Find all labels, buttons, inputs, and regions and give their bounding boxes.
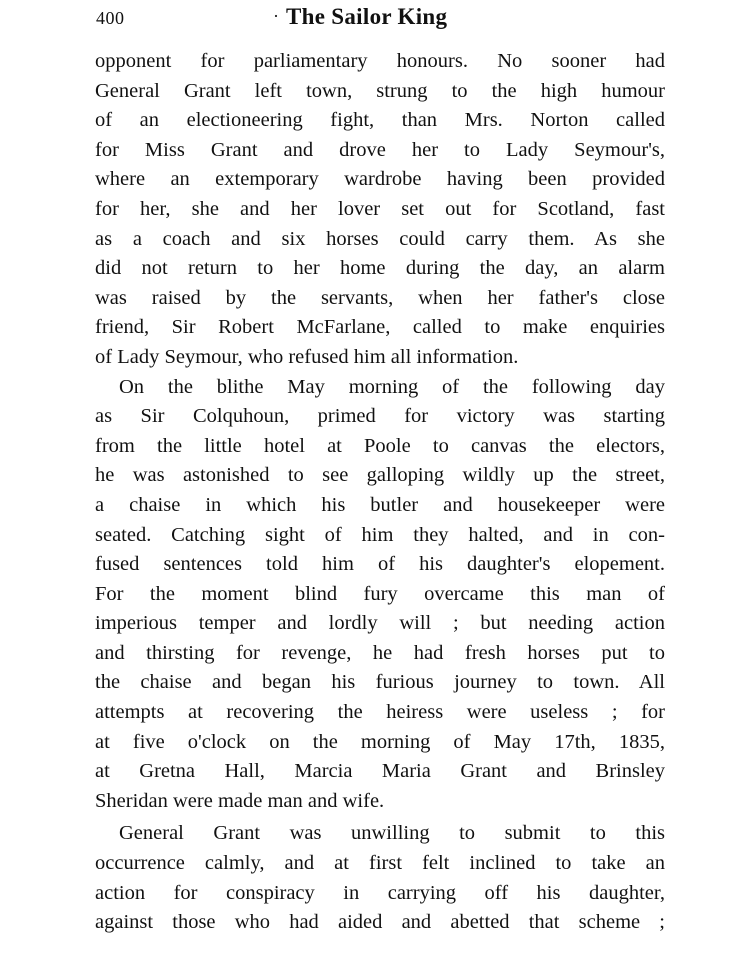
text-line: at five o'clock on the morning of May 17th, 1835, <box>95 730 665 753</box>
text-line: against those who had aided and abetted that scheme ; <box>95 911 665 934</box>
paragraph-1 <box>95 47 665 373</box>
text-line: Sheridan were made man and wife. <box>95 789 385 812</box>
text-line: for Miss Grant and drove her to Lady Seymour's, <box>95 138 665 161</box>
paragraph-2 <box>95 373 665 817</box>
text-line: General Grant left town, strung to the high humour <box>95 79 665 102</box>
text-line: as Sir Colquhoun, primed for victory was starting <box>95 405 665 428</box>
text-line: opponent for parliamentary honours. No sooner had <box>95 50 665 72</box>
text-line: of Lady Seymour, who refused him all information. <box>95 345 519 368</box>
body-text <box>95 47 665 938</box>
text-line: as a coach and six horses could carry them. As she <box>95 227 665 250</box>
text-line: was raised by the servants, when her father's close <box>95 286 665 309</box>
text-line: attempts at recovering the heiress were useless ; for <box>95 701 665 724</box>
text-line: and thirsting for revenge, he had fresh horses put to <box>95 641 665 664</box>
text-line: action for conspiracy in carrying off his daughter, <box>95 881 665 904</box>
text-line: where an extemporary wardrobe having been provided <box>95 168 665 191</box>
text-line: did not return to her home during the day, an alarm <box>95 257 665 280</box>
text-line: On the blithe May morning of the following day <box>119 375 665 398</box>
paragraph-3 <box>95 819 665 937</box>
text-line: seated. Catching sight of him they halted, and in con- <box>95 523 665 546</box>
text-line: of an electioneering fight, than Mrs. Norton called <box>95 109 665 132</box>
text-line: friend, Sir Robert McFarlane, called to make enquiries <box>95 316 665 339</box>
text-line: General Grant was unwilling to submit to this <box>119 822 665 845</box>
running-header <box>0 4 754 34</box>
text-line: the chaise and began his furious journey to town. All <box>95 671 665 694</box>
text-line: For the moment blind fury overcame this man of <box>95 582 665 605</box>
text-line: fused sentences told him of his daughter's elopement. <box>95 553 665 576</box>
text-line: he was astonished to see galloping wildly up the street, <box>95 464 665 487</box>
text-line: occurrence calmly, and at first felt inclined to take an <box>95 852 665 875</box>
running-title: The Sailor King <box>286 4 448 29</box>
text-line: a chaise in which his butler and housekeeper were <box>95 493 665 516</box>
text-line: at Gretna Hall, Marcia Maria Grant and Brinsley <box>95 760 665 783</box>
text-line: imperious temper and lordly will ; but needing action <box>95 612 665 635</box>
header-separator: · <box>273 6 279 26</box>
text-line: from the little hotel at Poole to canvas the electors, <box>95 434 665 457</box>
text-line: for her, she and her lover set out for Scotland, fast <box>95 197 665 220</box>
page-number: 400 <box>96 8 125 28</box>
